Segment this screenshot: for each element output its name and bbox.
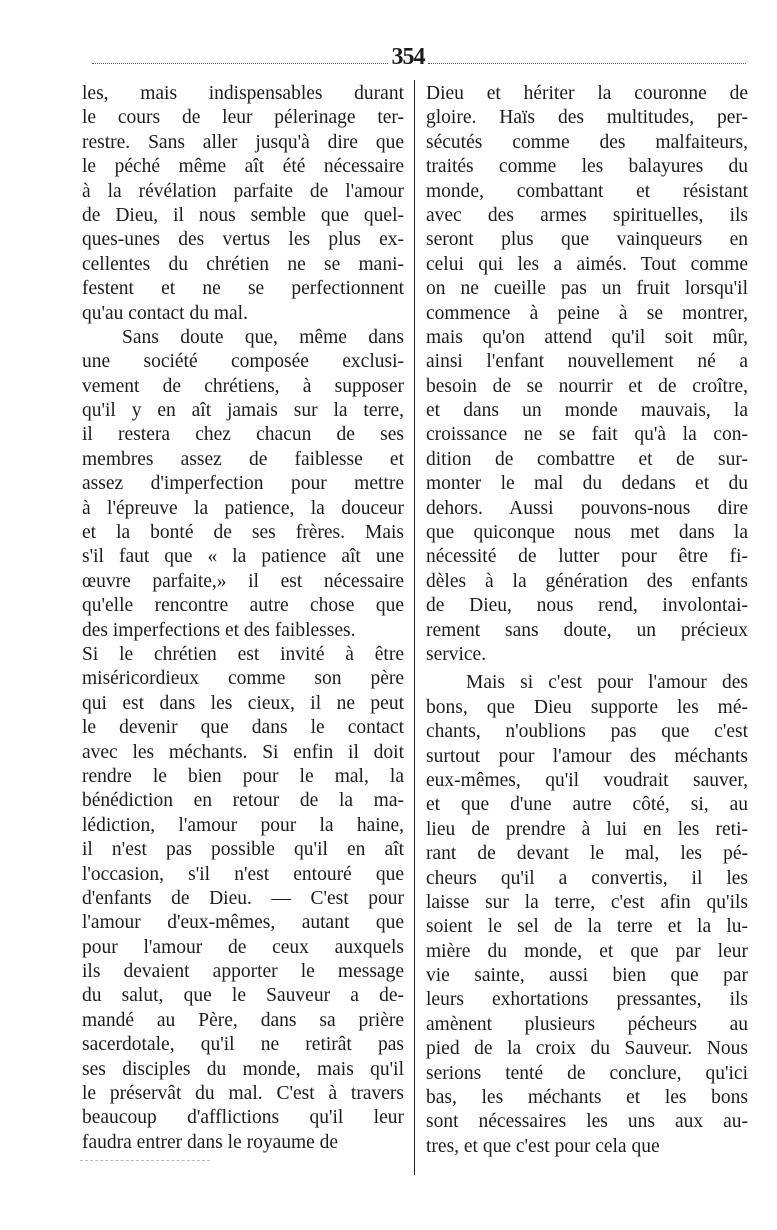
text-line: mandé au Père, dans sa prière [82,1009,404,1031]
text-line: beaucoup d'afflictions qu'il leur [82,1107,404,1129]
text-line: ainsi l'enfant nouvellement né a [426,351,748,373]
text-line: celui qui les a aimés. Tout comme [426,253,748,275]
text-line: restre. Sans aller jusqu'à dire que [82,131,404,153]
text-line: rant de devant le mal, les pé- [426,843,748,865]
text-line: sécutés comme des malfaiteurs, [426,131,748,153]
text-line: rendre le bien pour le mal, la [82,765,404,787]
text-line: des imperfections et des faiblesses. [82,619,356,641]
text-line: pied de la croix du Sauveur. Nous [426,1038,748,1060]
header-rule-right [428,63,746,64]
text-line: et dans un monde mauvais, la [426,400,748,422]
text-line: Si le chrétien est invité à être [82,643,404,665]
text-line: l'occasion, s'il n'est entouré que [82,863,404,885]
text-line: avec les méchants. Si enfin il doit [82,741,404,763]
text-line: on ne cueille pas un fruit lorsqu'il [426,278,748,300]
text-line: leurs exhortations pressantes, ils [426,989,748,1011]
text-line: bons, que Dieu supporte les mé- [426,696,748,718]
text-line: il n'est pas possible qu'il en aît [82,839,404,861]
text-line: miséricordieux comme son père [82,668,404,690]
text-line: gloire. Haïs des multitudes, per- [426,107,748,129]
text-line: rement sans doute, un précieux [426,619,748,641]
text-line: surtout pour l'amour des méchants [426,745,748,767]
text-line: avec des armes spirituelles, ils [426,204,748,226]
left-text-column [82,82,404,1155]
text-line: Dieu et hériter la couronne de [426,83,748,104]
text-line: dition de combattre et de sur- [426,448,748,470]
text-line: vement de chrétiens, à supposer [82,375,404,397]
text-line: ils devaient apporter le message [82,961,404,983]
text-line: le péché même aît été nécessaire [82,156,404,178]
text-line: à l'épreuve la patience, la douceur [82,497,404,519]
text-line: ques-unes des vertus les plus ex- [82,229,404,251]
text-line: chants, n'oublions pas que c'est [426,721,748,743]
text-line: sacerdotale, qu'il ne retirât pas [82,1034,404,1056]
text-line: le préservât du mal. C'est à travers [82,1083,404,1105]
text-line: faudra entrer dans le royaume de [82,1131,339,1153]
text-line: besoin de se nourrir et de croître, [426,375,748,397]
text-line: traités comme les balayures du [426,156,748,178]
text-line: lédiction, l'amour pour la haine, [82,814,404,836]
text-line: s'il faut que « la patience aît une [82,546,404,568]
text-line: serions tenté de conclure, qu'ici [426,1062,748,1084]
text-line: qui est dans les cieux, il ne peut [82,692,404,714]
text-line: Mais si c'est pour l'amour des [466,672,748,694]
text-line: dehors. Aussi pouvons-nous dire [426,497,748,519]
text-line: de Dieu, nous rend, involontai- [426,595,748,617]
text-line: du salut, que le Sauveur a de- [82,985,404,1007]
text-line: que quiconque nous met dans la [426,522,748,544]
text-line: soient le sel de la terre et la lu- [426,916,748,938]
text-line: mière du monde, et que par leur [426,940,748,962]
text-line: qu'il y en aît jamais sur la terre, [82,400,404,422]
text-line: festent et ne se perfectionnent [82,278,404,300]
text-line: d'enfants de Dieu. — C'est pour [82,887,404,909]
text-line: croissance ne se fait qu'à la con- [426,424,748,446]
text-line: vie sainte, aussi bien que par [426,965,748,987]
bleed-through-mark [80,1160,210,1161]
text-line: monter le mal du dedans et du [426,473,748,495]
text-line: l'amour d'eux-mêmes, autant que [82,912,404,934]
text-line: amènent plusieurs pécheurs au [426,1013,748,1035]
text-line: œuvre parfaite,» il est nécessaire [82,570,404,592]
text-line: seront plus que vainqueurs en [426,229,748,251]
text-line: les, mais indispensables durant [82,83,404,104]
text-line: dèles à la génération des enfants [426,570,748,592]
text-line: il restera chez chacun de ses [82,424,404,446]
text-line: ses disciples du monde, mais qu'il [82,1058,404,1080]
text-line: à la révélation parfaite de l'amour [82,180,404,202]
text-line: sont nécessaires les uns aux au- [426,1111,748,1133]
text-line: assez d'imperfection pour mettre [82,473,404,495]
text-line: bas, les méchants et les bons [426,1087,748,1109]
text-line: nécessité de lutter pour être fi- [426,546,748,568]
column-divider [414,80,415,1175]
text-line: et que d'une autre côté, si, au [426,794,748,816]
text-line: pour l'amour de ceux auxquels [82,936,404,958]
right-text-column [426,82,748,1159]
text-line: membres assez de faiblesse et [82,448,404,470]
text-line: service. [426,643,487,665]
text-line: commence à peine à se montrer, [426,302,748,324]
text-line: de Dieu, il nous semble que quel- [82,204,404,226]
text-line: Sans doute que, même dans [122,326,404,348]
text-line: monde, combattant et résistant [426,180,748,202]
text-line: le cours de leur pélerinage ter- [82,107,404,129]
text-line: lieu de prendre à lui en les reti- [426,818,748,840]
text-line: cheurs qu'il a convertis, il les [426,867,748,889]
text-line: qu'au contact du mal. [82,302,248,324]
text-line: bénédiction en retour de la ma- [82,790,404,812]
header-rule-left [92,63,388,64]
text-line: cellentes du chrétien ne se mani- [82,253,404,275]
text-line: qu'elle rencontre autre chose que [82,595,404,617]
text-line: une société composée exclusi- [82,351,404,373]
text-line: eux-mêmes, qu'il voudrait sauver, [426,769,748,791]
page-number: 354 [391,44,425,70]
text-line: et la bonté de ses frères. Mais [82,522,404,544]
text-line: mais qu'on attend qu'il soit mûr, [426,326,748,348]
text-line: tres, et que c'est pour cela que [426,1135,660,1157]
text-line: le devenir que dans le contact [82,717,404,739]
text-line: laisse sur la terre, c'est afin qu'ils [426,891,748,913]
